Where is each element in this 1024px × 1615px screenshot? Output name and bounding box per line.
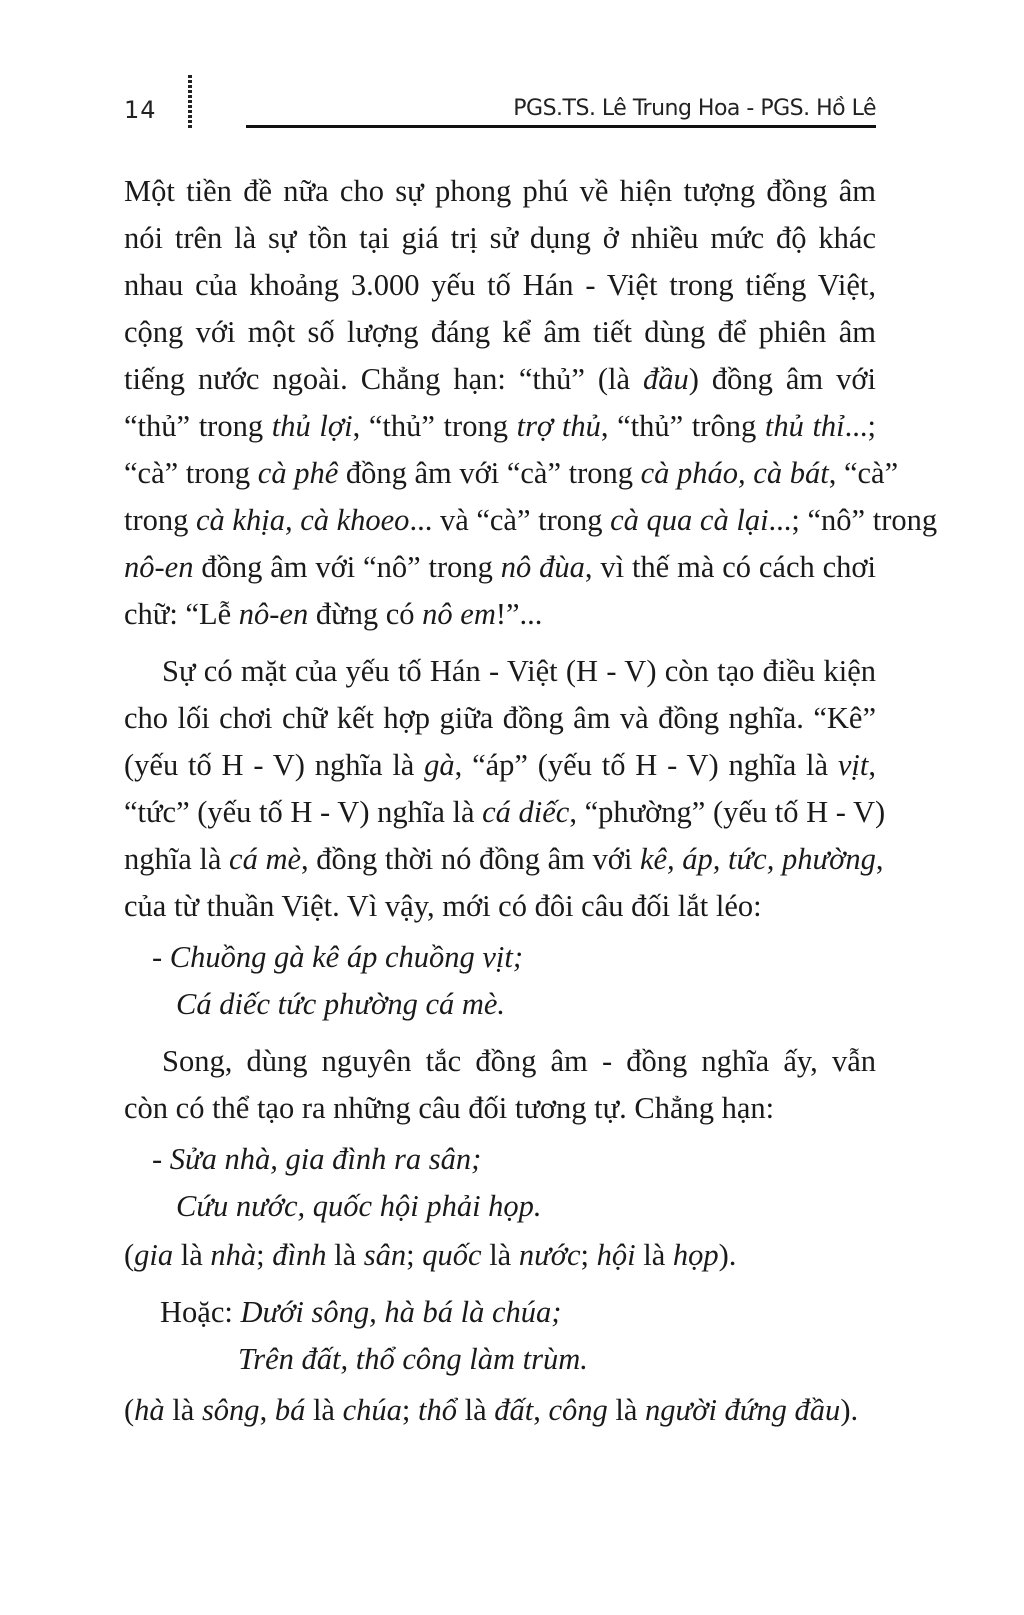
italic-term: cà qua cà lại (610, 503, 769, 537)
text-line (124, 836, 884, 883)
text-line (124, 695, 876, 742)
verse-2 (124, 1136, 876, 1230)
text-line (124, 591, 876, 638)
text-run: ( (124, 1393, 135, 1427)
text-run: Sự có mặt của yếu tố Hán - Việt (H - V) còn tạo điều kiện (162, 654, 876, 688)
text-run: “thủ” trong (124, 409, 272, 443)
text-line (124, 1085, 876, 1132)
text-line (124, 215, 876, 262)
verse-1-line-2: Cá diếc tức phường cá mè. (176, 987, 506, 1021)
italic-term: nô đùa (500, 550, 585, 584)
text-line (124, 544, 876, 591)
header-authors: PGS.TS. Lê Trung Hoa - PGS. Hồ Lê (513, 96, 876, 121)
text-run: ) đồng âm với (688, 362, 876, 396)
verse-2-line-1: Sửa nhà, gia đình ra sân; (169, 1142, 482, 1176)
text-line (124, 168, 876, 215)
text-run: nghĩa là (124, 842, 230, 876)
italic-term: cà pháo, cà bát (640, 456, 829, 490)
text-run: ). (840, 1393, 859, 1427)
paragraph-1 (124, 168, 938, 638)
italic-term: đầu (643, 362, 689, 396)
verse-dash: - (152, 1142, 170, 1176)
italic-term: cà phê (257, 456, 339, 490)
italic-term: nô-en (238, 597, 309, 631)
text-line (124, 403, 876, 450)
text-run: , “thủ” trong (352, 409, 517, 443)
text-line (124, 648, 876, 695)
text-run: , (259, 1393, 275, 1427)
verse-3 (124, 1289, 876, 1383)
text-run: trong (124, 503, 197, 537)
text-run: là (164, 1393, 202, 1427)
text-run: ...; (844, 409, 877, 443)
text-run: là (173, 1238, 211, 1272)
note-1 (124, 1232, 876, 1279)
text-run: ...; “nô” trong (768, 503, 938, 537)
text-run: (yếu tố H - V) nghĩa là (124, 748, 425, 782)
text-line (124, 309, 876, 356)
text-run: cộng với một số lượng đáng kể âm tiết dùng để phiên âm (124, 315, 876, 349)
italic-term: nô em (422, 597, 496, 631)
italic-term: họp (672, 1238, 719, 1272)
verse-3-line-1: Dưới sông, hà bá là chúa; (240, 1295, 562, 1329)
text-run: ). (718, 1238, 737, 1272)
text-line (124, 789, 886, 836)
page-header (0, 0, 1024, 140)
italic-term: quốc (422, 1238, 482, 1272)
italic-term: bá (274, 1393, 306, 1427)
text-run: nhau của khoảng 3.000 yếu tố Hán - Việt trong tiếng Việt, (124, 268, 876, 302)
text-run: ; (580, 1238, 597, 1272)
text-run: cho lối chơi chữ kết hợp giữa đồng âm và đồng nghĩa. “Kê” (124, 701, 876, 735)
text-run: , “thủ” trông (600, 409, 765, 443)
italic-term: trợ thủ (516, 409, 601, 443)
text-line (124, 1038, 876, 1085)
text-run: đồng âm với “nô” trong (193, 550, 501, 584)
header-rule (246, 125, 876, 128)
text-run: đồng âm với “cà” trong (338, 456, 641, 490)
text-run: tiếng nước ngoài. Chẳng hạn: “thủ” (là (124, 362, 644, 396)
text-run: chữ: “Lễ (124, 597, 239, 631)
italic-term: cà khịa, cà khoeo (196, 503, 410, 537)
note-2 (124, 1387, 876, 1434)
text-run: đừng có (308, 597, 423, 631)
text-run: của từ thuần Việt. Vì vậy, mới có đôi câu đối lắt léo: (124, 889, 762, 923)
text-run: Song, dùng nguyên tắc đồng âm - đồng nghĩa ấy, vẫn (162, 1044, 876, 1078)
text-run: là (305, 1393, 343, 1427)
italic-term: nước (518, 1238, 581, 1272)
text-run: là (456, 1393, 495, 1427)
text-run: , đồng thời nó đồng âm với (301, 842, 640, 876)
verse-1 (124, 934, 876, 1028)
italic-term: vịt (837, 748, 869, 782)
text-line (124, 883, 876, 930)
text-run: là (635, 1238, 673, 1272)
italic-term: cá mè (229, 842, 302, 876)
italic-term: thổ (417, 1393, 457, 1427)
text-line (124, 497, 938, 544)
text-run: là (607, 1393, 646, 1427)
verse-dash: - (152, 940, 170, 974)
page-number: 14 (124, 96, 157, 124)
text-run: ... và “cà” trong (409, 503, 611, 537)
italic-term: đất (494, 1393, 534, 1427)
paragraph-2 (124, 648, 886, 930)
italic-term: hà (134, 1393, 165, 1427)
text-run: Một tiền đề nữa cho sự phong phú về hiện tượng đồng âm (124, 174, 876, 208)
italic-term: kê, áp, tức, phường (639, 842, 876, 876)
italic-term: gia (134, 1238, 174, 1272)
text-run: , “cà” (828, 456, 899, 490)
body-text (124, 168, 938, 1434)
text-run: , vì thế mà có cách chơi (584, 550, 876, 584)
text-run: còn có thể tạo ra những câu đối tương tự. Chẳng hạn: (124, 1091, 775, 1125)
italic-term: sân (363, 1238, 407, 1272)
text-run: ( (124, 1238, 135, 1272)
text-run: , (868, 748, 876, 782)
text-run: ; (406, 1238, 423, 1272)
italic-term: thủ lợi (271, 409, 353, 443)
verse-3-lead: Hoặc: (160, 1295, 241, 1329)
text-line (124, 1232, 876, 1279)
italic-term: đình (272, 1238, 327, 1272)
italic-term: chúa (342, 1393, 402, 1427)
text-run: là (481, 1238, 519, 1272)
header-divider (188, 75, 192, 129)
text-run: “cà” trong (124, 456, 258, 490)
text-run: , “phường” (yếu tố H - V) (569, 795, 886, 829)
paragraph-3 (124, 1038, 876, 1132)
text-line (124, 1387, 876, 1434)
text-line (124, 450, 899, 497)
italic-term: cá diếc (482, 795, 570, 829)
text-run: nói trên là sự tồn tại giá trị sử dụng ở nhiều mức độ khác (124, 221, 876, 255)
text-line (124, 742, 876, 789)
italic-term: công (548, 1393, 608, 1427)
text-run: , (533, 1393, 549, 1427)
text-run: là (326, 1238, 364, 1272)
text-run: !”... (495, 597, 543, 631)
italic-term: nô-en (124, 550, 194, 584)
verse-2-line-2: Cứu nước, quốc hội phải họp. (176, 1189, 542, 1223)
text-line (124, 262, 876, 309)
verse-1-line-1: Chuồng gà kê áp chuồng vịt; (169, 940, 524, 974)
text-run: ; (256, 1238, 273, 1272)
italic-term: nhà (210, 1238, 257, 1272)
text-run: , (875, 842, 884, 876)
italic-term: hội (596, 1238, 636, 1272)
verse-3-line-2: Trên đất, thổ công làm trùm. (238, 1342, 588, 1376)
italic-term: thủ thỉ (764, 409, 845, 443)
text-run: , “áp” (yếu tố H - V) nghĩa là (454, 748, 838, 782)
text-run: ; (401, 1393, 418, 1427)
italic-term: gà (424, 748, 455, 782)
italic-term: sông (201, 1393, 260, 1427)
text-run: “tức” (yếu tố H - V) nghĩa là (124, 795, 483, 829)
text-line (124, 356, 876, 403)
italic-term: người đứng đầu (645, 1393, 841, 1427)
